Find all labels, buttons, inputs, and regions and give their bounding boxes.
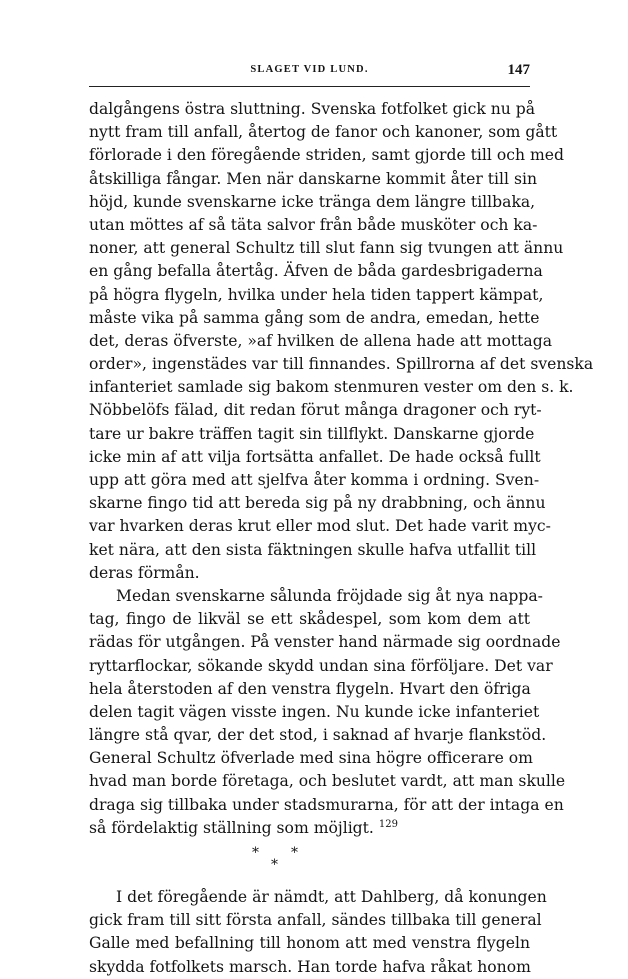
text-line: måste vika på samma gång som de andra, emedan, hette <box>89 308 540 327</box>
text-line: infanteriet samlade sig bakom stenmuren vester om den s. k. <box>89 378 574 397</box>
text-line-content: Medan svenskarne sålunda fröjdade sig åt nya nappa- <box>116 586 543 605</box>
running-title: SLAGET VID LUND. <box>250 64 369 75</box>
text-line: draga sig tillbaka under stadsmurarna, för att der intaga en <box>89 795 564 814</box>
text-line: gick fram till sitt första anfall, sändes tillbaka till general <box>89 911 542 930</box>
text-line-content: I det föregående är nämdt, att Dahlberg, då konungen <box>116 888 547 906</box>
text-line: skarne fingo tid att bereda sig på ny drabbning, och ännu <box>89 494 546 513</box>
text-line: rädas för utgången. På venster hand närmade sig oordnade <box>89 633 561 652</box>
page-header <box>89 62 530 84</box>
text-line <box>89 585 543 608</box>
text-line <box>89 817 530 840</box>
text-line: nytt fram till anfall, återtog de fanor och kanoner, som gått <box>89 123 558 142</box>
section-separator <box>89 840 530 886</box>
text-line: tag, fingo de likväl se ett skådespel, som kom dem att <box>89 610 530 629</box>
text-line: delen tagit vägen visste ingen. Nu kunde icke infanteriet <box>89 702 540 721</box>
asterisk: * <box>291 845 298 861</box>
text-line: hela återstoden af den venstra flygeln. Hvart den öfriga <box>89 679 531 698</box>
text-line: Nöbbelöfs fälad, dit redan förut många dragoner och ryt- <box>89 401 542 420</box>
header-rule <box>89 86 530 87</box>
paragraph-2 <box>89 585 566 840</box>
text-line: noner, att general Schultz till slut fann sig tvungen att ännu <box>89 239 564 258</box>
text-line: ket nära, att den sista fäktningen skulle hafva utfallit till <box>89 540 537 559</box>
text-line: General Schultz öfverlade med sina högre officerare om <box>89 749 533 768</box>
text-line: icke min af att vilja fortsätta anfallet. De hade också fullt <box>89 447 541 466</box>
asterisk: * <box>252 845 259 861</box>
text-line: ryttarflockar, sökande skydd undan sina förföljare. Det var <box>89 656 553 675</box>
text-line: upp att göra med att sjelfva åter komma i ordning. Sven- <box>89 471 540 489</box>
paragraph-1 <box>89 98 594 585</box>
text-line: hvad man borde företaga, och beslutet vardt, att man skulle <box>89 772 566 791</box>
text-line: på högra flygeln, hvilka under hela tiden tappert kämpat, <box>89 285 544 304</box>
text-line <box>89 886 547 909</box>
text-line: höjd, kunde svenskarne icke tränga dem längre tillbaka, <box>89 192 536 211</box>
text-line: dalgångens östra sluttning. Svenska fotfolket gick nu på <box>89 100 536 118</box>
paragraph-3 <box>89 886 547 979</box>
footnote-reference: 129 <box>378 818 398 830</box>
text-line: tare ur bakre träffen tagit sin tillflykt. Danskarne gjorde <box>89 424 535 443</box>
text-line: åtskilliga fångar. Men när danskarne kommit åter till sin <box>89 169 537 188</box>
text-line: det, deras öfverste, »af hvilken de allena hade att mottaga <box>89 331 552 350</box>
text-line: var hvarken deras krut eller mod slut. Det hade varit myc- <box>89 517 551 536</box>
text-line: utan möttes af så täta salvor från både musköter och ka- <box>89 215 538 234</box>
body-text <box>89 98 594 979</box>
page-number: 147 <box>507 62 530 78</box>
text-line-content: så fördelaktig ställning som möjligt. <box>89 818 374 837</box>
text-line: Galle med befallning till honom att med venstra flygeln <box>89 934 530 953</box>
text-line: längre stå qvar, der det stod, i saknad af hvarje flankstöd. <box>89 726 547 745</box>
text-line: deras förmån. <box>89 563 200 582</box>
asterisk: * <box>271 857 278 873</box>
text-line: en gång befalla återtåg. Äfven de båda gardesbrigaderna <box>89 262 543 281</box>
text-line: förlorade i den föregående striden, samt gjorde till och med <box>89 146 564 165</box>
text-line: order», ingenstädes var till finnandes. Spillrorna af det svenska <box>89 355 594 374</box>
text-line: skydda fotfolkets marsch. Han torde hafva råkat honom <box>89 957 531 976</box>
